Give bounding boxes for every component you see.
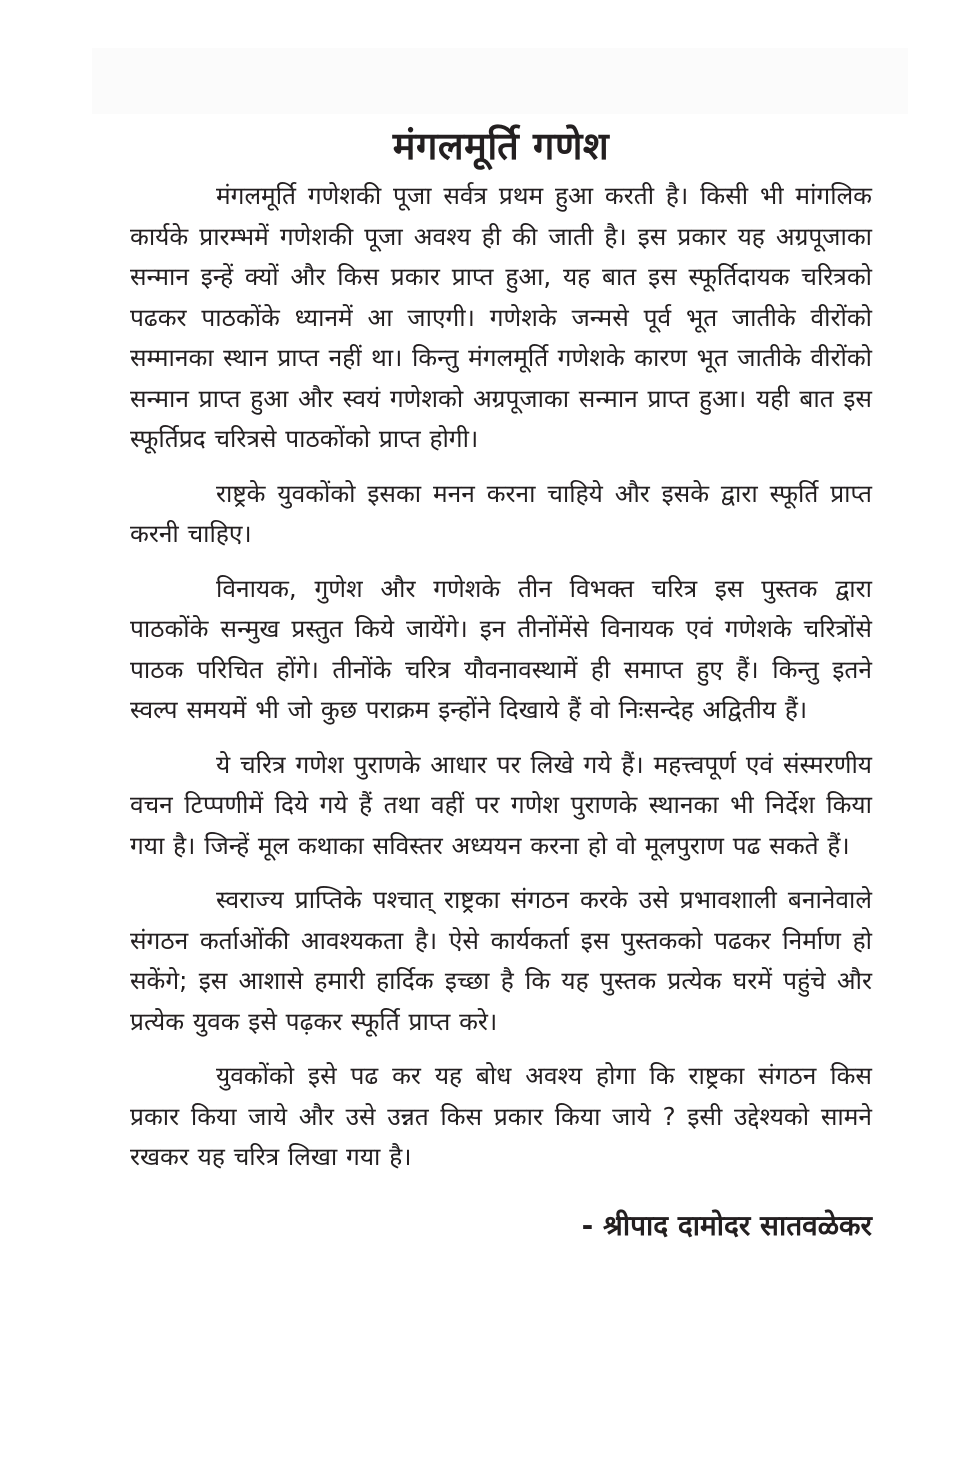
author-signature: - श्रीपाद दामोदर सातवळेकर: [581, 1208, 872, 1242]
document-page: [130, 118, 872, 1248]
paragraph-4: ये चरित्र गणेश पुराणके आधार पर लिखे गये हैं। महत्त्वपूर्ण एवं संस्मरणीय वचन टिप्पणीमें दिये गये हैं तथा वहीं पर गणेश पुराणके स्थानका भी निर्देश किया गया है। जिन्हें मूल कथाका सविस्तर अध्ययन करना हो वो मूलपुराण पढ सकते हैं।: [130, 749, 872, 860]
paragraph-5: स्वराज्य प्राप्तिके पश्चात् राष्ट्रका संगठन करके उसे प्रभावशाली बनानेवाले संगठन कर्ताओंकी आवश्यकता है। ऐसे कार्यकर्ता इस पुस्तकको पढकर निर्माण हो सकेंगे; इस आशासे हमारी हार्दिक इच्छा है कि यह पुस्तक प्रत्येक घरमें पहुंचे और प्रत्येक युवक इसे पढ़कर स्फूर्ति प्राप्त करे।: [130, 885, 872, 1036]
paragraph-6: युवकोंको इसे पढ कर यह बोध अवश्य होगा कि राष्ट्रका संगठन किस प्रकार किया जाये और उसे उन्नत किस प्रकार किया जाये ? इसी उद्देश्यको सामने रखकर यह चरित्र लिखा गया है।: [130, 1061, 872, 1171]
paragraph-1: मंगलमूर्ति गणेशकी पूजा सर्वत्र प्रथम हुआ करती है। किसी भी मांगलिक कार्यके प्रारम्भमें गणेशकी पूजा अवश्य ही की जाती है। इस प्रकार यह अग्रपूजाका सन्मान इन्हें क्यों और किस प्रकार प्राप्त हुआ, यह बात इस स्फूर्तिदायक चरित्रको पढकर पाठकोंके ध्यानमें आ जाएगी। गणेशके जन्मसे पूर्व भूत जातीके वीरोंको सम्मानका स्थान प्राप्त नहीं था। किन्तु मंगलमूर्ति गणेशके कारण भूत जातीके वीरोंको सन्मान प्राप्त हुआ और स्वयं गणेशको अग्रपूजाका सन्मान प्राप्त हुआ। यही बात इस स्फूर्तिप्रद चरित्रसे पाठकोंको प्राप्त होगी।: [130, 181, 872, 453]
page-header-band: [92, 48, 908, 114]
paragraph-3: विनायक, गुणेश और गणेशके तीन विभक्त चरित्र इस पुस्तक द्वारा पाठकोंके सन्मुख प्रस्तुत किये जायेंगे। इन तीनोंमेंसे विनायक एवं गणेशके चरित्रोंसे पाठक परिचित होंगे। तीनोंके चरित्र यौवनावस्थामें ही समाप्त हुए हैं। किन्तु इतने स्वल्प समयमें भी जो कुछ पराक्रम इन्होंने दिखाये हैं वो निःसन्देह अद्वितीय हैं।: [130, 573, 872, 724]
page-title: मंगलमूर्ति गणेश: [392, 124, 610, 168]
paragraph-2: राष्ट्रके युवकोंको इसका मनन करना चाहिये और इसके द्वारा स्फूर्ति प्राप्त करनी चाहिए।: [130, 478, 872, 548]
